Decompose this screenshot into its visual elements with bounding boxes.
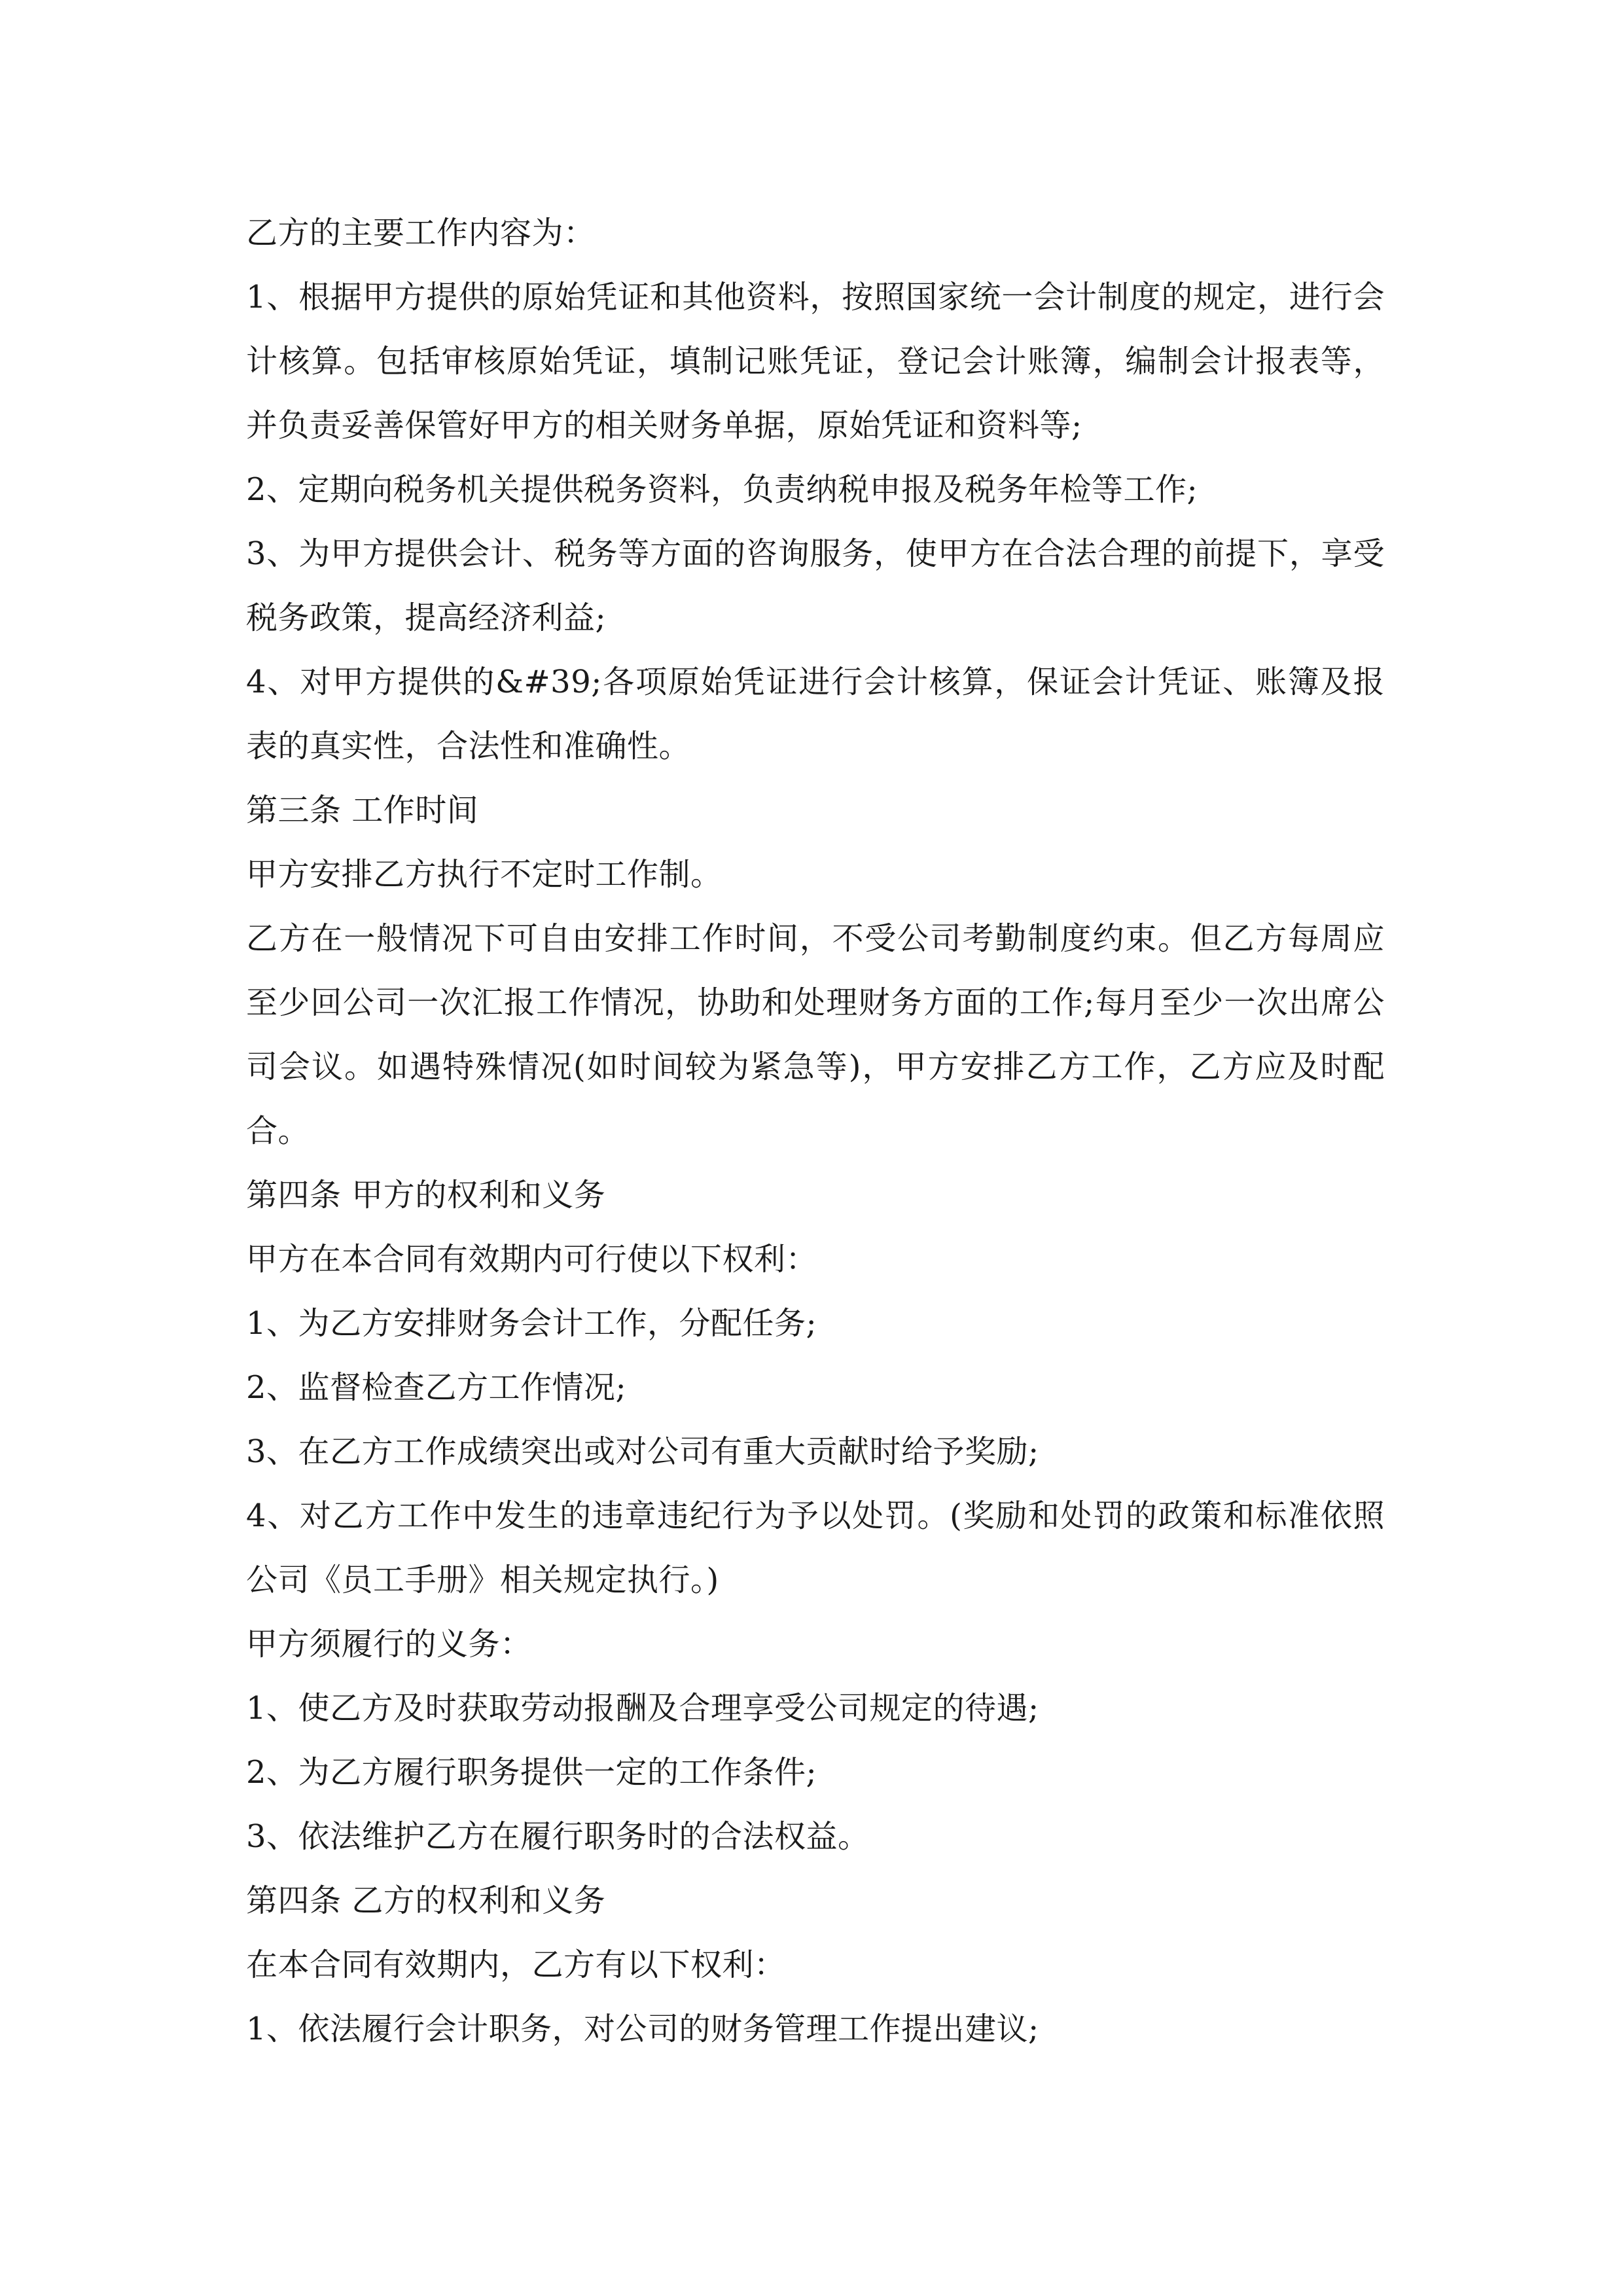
section-heading: 第三条 工作时间 [246,792,479,829]
paragraph: 3、在乙方工作成绩突出或对公司有重大贡献时给予奖励; [246,1433,1039,1470]
paragraph: 乙方在一般情况下可自由安排工作时间，不受公司考勤制度约束。但乙方每周应至少回公司一次汇报工作情况，协助和处理财务方面的工作;每月至少一次出席公司会议。如遇特殊情况(如时间较为紧急等)，甲方安排乙方工作，乙方应及时配合。 [246,920,1385,1149]
document-body [246,201,1385,2061]
paragraph: 甲方须履行的义务： [246,1626,532,1662]
paragraph: 1、依法履行会计职务，对公司的财务管理工作提出建议; [246,2011,1039,2047]
paragraph: 乙方的主要工作内容为： [246,215,596,251]
paragraph: 甲方在本合同有效期内可行使以下权利： [246,1241,818,1278]
paragraph: 2、定期向税务机关提供税务资料，负责纳税申报及税务年检等工作; [246,471,1198,508]
paragraph: 1、为乙方安排财务会计工作，分配任务; [246,1305,817,1342]
paragraph: 在本合同有效期内，乙方有以下权利： [246,1946,786,1983]
section-heading: 第四条 甲方的权利和义务 [246,1177,606,1213]
paragraph: 1、使乙方及时获取劳动报酬及合理享受公司规定的待遇; [246,1690,1039,1727]
paragraph: 4、对乙方工作中发生的违章违纪行为予以处罚。(奖励和处罚的政策和标准依照公司《员工手册》相关规定执行。) [246,1498,1385,1598]
paragraph: 2、监督检查乙方工作情况; [246,1369,627,1406]
paragraph: 4、对甲方提供的&#39;各项原始凭证进行会计核算，保证会计凭证、账簿及报表的真实性，合法性和准确性。 [246,664,1385,764]
paragraph: 2、为乙方履行职务提供一定的工作条件; [246,1754,817,1791]
section-heading: 第四条 乙方的权利和义务 [246,1882,606,1919]
paragraph: 甲方安排乙方执行不定时工作制。 [246,856,722,893]
paragraph: 3、为甲方提供会计、税务等方面的咨询服务，使甲方在合法合理的前提下，享受税务政策，提高经济利益; [246,535,1385,636]
paragraph: 1、根据甲方提供的原始凭证和其他资料，按照国家统一会计制度的规定，进行会计核算。包括审核原始凭证，填制记账凭证，登记会计账簿，编制会计报表等，并负责妥善保管好甲方的相关财务单据，原始凭证和资料等; [246,279,1385,444]
paragraph: 3、依法维护乙方在履行职务时的合法权益。 [246,1818,870,1855]
